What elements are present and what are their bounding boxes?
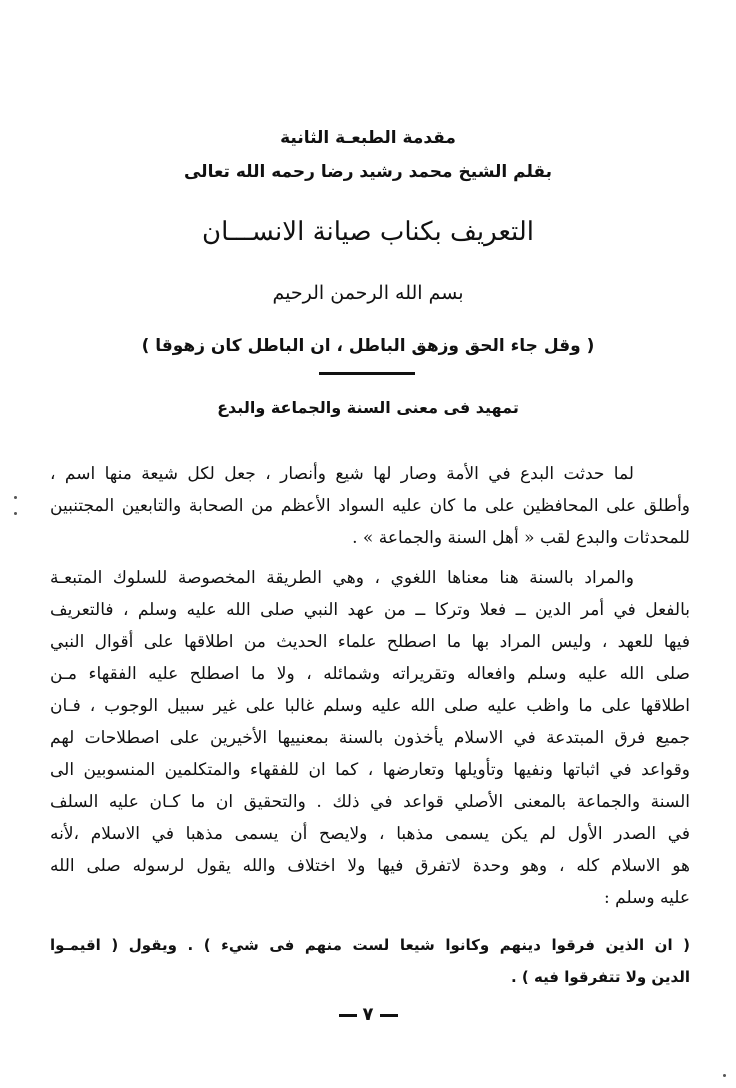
- page-number: [0, 1004, 736, 1025]
- quran-verse: ( وقل جاء الحق وزهق الباطل ، ان الباطل كان زهوقا ): [141, 336, 595, 356]
- paragraph-line: هو الاسلام كله ، وهو وحدة لاتفرق فيها ولا اختلاف والله يقول لرسوله صلى الله: [50, 856, 690, 876]
- paragraph-2: [50, 562, 690, 914]
- scan-speck: [14, 496, 17, 499]
- verse-line: الدين ولا تتفرقوا فيه ) .: [510, 968, 690, 986]
- section-heading: تمهيد فى معنى السنة والجماعة والبدع: [217, 398, 519, 417]
- scan-speck: [14, 512, 17, 515]
- page-number-value: ٧: [362, 1004, 374, 1025]
- paragraph-line: جميع فرق المبتدعة في الاسلام يأخذون بالسنة بمعنييها الأخيرين على اصطلاحات لهم: [50, 728, 690, 748]
- paragraph-line: وأطلق على المحافظين على ما كان عليه السواد الأعظم من الصحابة والتابعين المجتنبين: [50, 496, 690, 516]
- paragraph-line: السنة والجماعة بالمعنى الأصلي قواعد في ذلك . والتحقيق ان ما كـان عليه السلف: [50, 792, 690, 812]
- paragraph-line: للمحدثات والبدع لقب « أهل السنة والجماعة » .: [352, 528, 690, 548]
- divider-rule: [319, 372, 415, 375]
- paragraph-line: في الصدر الأول لم يكن يسمى مذهبا ، ولايصح أن يسمى مذهبا في الاسلام ،لأنه: [50, 824, 690, 844]
- paragraph-line: والمراد بالسنة هنا معناها اللغوي ، وهي الطريقة المخصوصة للسلوك المتبعـة: [50, 568, 634, 588]
- paragraph-line: اطلاقها على ما واظب عليه صلى الله عليه وسلم غالبا على غير سبيل الوجوب ، فـان: [50, 696, 690, 716]
- paragraph-line: عليه وسلم :: [604, 888, 690, 908]
- paragraph-line: وقواعد في اثباتها ونفيها وتأويلها وتعارضها ، كما ان للفقهاء والمتكلمين المنسوبين الى: [50, 760, 690, 780]
- scan-speck: [723, 1074, 726, 1077]
- dash-left: [339, 1014, 357, 1017]
- paragraph-line: بالفعل في أمر الدين ــ فعلا وتركا ــ من عهد النبي صلى الله عليه وسلم ، فالتعريف: [50, 600, 690, 620]
- paragraph-1: [50, 458, 690, 554]
- author-heading: بقلم الشيخ محمد رشيد رضا رحمه الله تعالى: [183, 162, 553, 182]
- intro-heading: مقدمة الطبعـة الثانية: [280, 128, 456, 148]
- paragraph-3: [50, 929, 690, 993]
- paragraph-line: لما حدثت البدع في الأمة وصار لها شيع وأنصار ، جعل لكل شيعة منها اسم ،: [50, 464, 634, 484]
- verse-line: ( ان الذين فرقوا دينهم وكانوا شيعا لست منهم فى شيء ) . ويقول ( اقيمـوا: [50, 936, 690, 954]
- paragraph-line: فيها للعهد ، وليس المراد بها ما اصطلح علماء الحديث من اطلاقها على أقوال النبي: [50, 632, 690, 652]
- dash-right: [380, 1014, 398, 1017]
- paragraph-line: صلى الله عليه وسلم وافعاله وتقريراته وشمائله ، ولا ما اصطلح عليه الفقهاء مـن: [50, 664, 690, 684]
- basmala: بسم الله الرحمن الرحيم: [272, 282, 464, 304]
- book-title: التعريف بكناب صيانة الانســـان: [201, 217, 535, 247]
